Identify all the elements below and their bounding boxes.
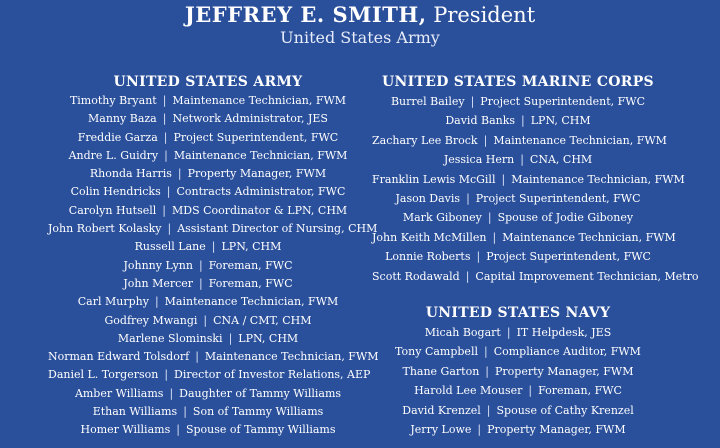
member-row <box>372 189 664 208</box>
member-name: Carl Murphy <box>77 295 149 309</box>
member-row <box>372 267 699 286</box>
member-name: Lonnie Roberts <box>385 250 471 264</box>
separator: | <box>483 345 488 359</box>
separator: | <box>154 295 159 309</box>
member-row <box>48 110 368 128</box>
member-role: Maintenance Technician, FWM <box>173 148 348 162</box>
marines-member-list <box>372 92 699 286</box>
member-row <box>48 183 368 201</box>
member-row <box>48 202 368 220</box>
member-role: Spouse of Tammy Williams <box>185 423 336 437</box>
member-name: Jessica Hern <box>443 153 515 167</box>
member-row <box>372 342 664 361</box>
member-row <box>372 208 664 227</box>
member-row <box>48 421 368 439</box>
separator: | <box>483 133 488 147</box>
separator: | <box>203 313 208 327</box>
separator: | <box>195 350 199 364</box>
member-role: LPN, CHM <box>238 331 299 345</box>
member-name: Freddie Garza <box>77 130 158 144</box>
member-name: Mark Giboney <box>402 211 482 225</box>
member-role: Compliance Auditor, FWM <box>493 345 641 359</box>
member-role: Property Manager, FWM <box>187 167 327 181</box>
separator: | <box>486 403 491 417</box>
separator: | <box>528 384 533 398</box>
member-row <box>48 348 379 366</box>
president-name: JEFFREY E. SMITH, <box>184 2 427 27</box>
member-role: LPN, CHM <box>221 240 282 254</box>
member-name: Daniel L. Torgerson <box>48 368 159 382</box>
member-name: Jerry Lowe <box>410 423 472 437</box>
member-name: Harold Lee Mouser <box>414 384 523 398</box>
member-name: John Mercer <box>123 276 194 290</box>
member-name: Norman Edward Tolsdorf <box>48 350 190 364</box>
member-row <box>48 330 368 348</box>
member-role: Maintenance Technician, FWM <box>164 295 339 309</box>
separator: | <box>177 167 182 181</box>
separator: | <box>176 423 180 437</box>
member-name: Johnny Lynn <box>123 258 193 272</box>
navy-section-title: UNITED STATES NAVY <box>425 305 611 322</box>
separator: | <box>477 423 482 437</box>
member-role: Project Superintendent, FWC <box>173 130 339 144</box>
separator: | <box>492 230 497 244</box>
army-section-title: UNITED STATES ARMY <box>113 74 303 90</box>
member-role: Spouse of Cathy Krenzel <box>496 403 634 417</box>
separator: | <box>520 153 524 167</box>
member-row <box>372 247 664 266</box>
member-row <box>372 362 664 381</box>
president-line <box>0 2 720 28</box>
member-row <box>372 381 664 400</box>
separator: | <box>485 364 490 378</box>
member-name: David Banks <box>445 114 516 128</box>
member-row <box>48 275 368 293</box>
separator: | <box>163 130 168 144</box>
member-role: Contracts Administrator, FWC <box>176 185 346 199</box>
separator: | <box>228 331 233 345</box>
member-role: Property Manager, FWM <box>495 364 634 378</box>
member-role: Director of Investor Relations, AEP <box>174 368 371 382</box>
member-row <box>48 165 368 183</box>
member-name: David Krenzel <box>402 403 481 417</box>
member-role: Son of Tammy Williams <box>192 405 324 419</box>
member-name: Zachary Lee Brock <box>372 133 478 147</box>
member-name: Andre L. Guidry <box>68 148 159 162</box>
president-unit: United States Army <box>280 28 440 47</box>
member-role: Maintenance Technician, FWM <box>204 350 379 364</box>
member-row <box>48 129 368 147</box>
separator: | <box>183 405 187 419</box>
member-row <box>48 147 368 165</box>
member-role: Maintenance Technician, FWM <box>493 133 667 147</box>
member-row <box>372 323 664 342</box>
member-row <box>372 170 685 189</box>
member-row <box>372 92 664 111</box>
member-row <box>48 293 368 311</box>
member-role: Assistant Director of Nursing, CHM <box>177 222 378 236</box>
member-name: Homer Williams <box>80 423 171 437</box>
member-name: Manny Baza <box>88 112 157 126</box>
member-row <box>48 385 368 403</box>
member-role: Spouse of Jodie Giboney <box>497 211 634 225</box>
member-role: Foreman, FWC <box>208 258 293 272</box>
member-name: Rhonda Harris <box>89 167 172 181</box>
member-name: Marlene Slominski <box>117 331 223 345</box>
member-name: Thane Garton <box>402 364 480 378</box>
member-name: Micah Bogart <box>424 326 501 340</box>
member-role: Property Manager, FWM <box>487 423 626 437</box>
navy-member-list <box>372 323 664 439</box>
separator: | <box>470 95 475 108</box>
member-name: Scott Rodawald <box>372 269 460 283</box>
separator: | <box>501 172 506 186</box>
separator: | <box>162 94 167 107</box>
member-row <box>372 420 664 439</box>
member-row <box>48 257 368 275</box>
member-row <box>372 131 667 150</box>
member-row <box>372 111 664 130</box>
member-role: MDS Coordinator & LPN, CHM <box>171 203 348 217</box>
separator: | <box>199 276 203 290</box>
member-role: Project Superintendent, FWC <box>475 192 641 206</box>
member-row <box>372 401 664 420</box>
member-name: Godfrey Mwangi <box>104 313 198 327</box>
separator: | <box>466 192 470 206</box>
member-role: CNA / CMT, CHM <box>213 313 312 327</box>
member-row <box>48 366 371 384</box>
separator: | <box>164 368 169 382</box>
member-row <box>48 220 378 238</box>
member-name: Timothy Bryant <box>69 94 157 107</box>
member-role: Maintenance Technician, FWM <box>502 230 676 244</box>
member-name: Carolyn Hutsell <box>68 203 157 217</box>
member-role: Capital Improvement Technician, Metro <box>475 269 699 283</box>
marines-section-title: UNITED STATES MARINE CORPS <box>382 74 654 90</box>
member-role: Project Superintendent, FWC <box>486 250 651 264</box>
member-name: Colin Hendricks <box>70 185 161 199</box>
member-row <box>48 238 368 256</box>
president-role: President <box>433 3 536 27</box>
member-name: Jason Davis <box>395 192 461 206</box>
member-row <box>372 228 676 247</box>
member-name: John Robert Kolasky <box>48 222 162 236</box>
separator: | <box>166 185 171 199</box>
member-name: Ethan Williams <box>92 405 178 419</box>
member-role: Project Superintendent, FWC <box>480 95 646 108</box>
member-role: Foreman, FWC <box>208 276 293 290</box>
member-name: Russell Lane <box>134 240 206 254</box>
separator: | <box>476 250 481 264</box>
member-role: Daughter of Tammy Williams <box>179 386 342 400</box>
member-role: Maintenance Technician, FWM <box>172 94 347 107</box>
separator: | <box>162 112 167 126</box>
member-role: CNA, CHM <box>529 153 593 167</box>
separator: | <box>521 114 525 128</box>
army-column <box>48 72 379 440</box>
member-name: Burrel Bailey <box>390 95 465 108</box>
separator: | <box>167 222 172 236</box>
separator: | <box>169 386 174 400</box>
army-member-list <box>48 92 379 440</box>
member-role: Network Administrator, JES <box>172 112 328 126</box>
member-name: Tony Campbell <box>395 345 478 359</box>
separator: | <box>506 326 511 340</box>
member-row <box>48 92 368 110</box>
member-role: Foreman, FWC <box>538 384 622 398</box>
member-row <box>48 312 368 330</box>
separator: | <box>164 148 168 162</box>
member-row <box>372 150 664 169</box>
separator: | <box>162 203 166 217</box>
header <box>0 0 720 48</box>
member-role: IT Helpdesk, JES <box>516 326 612 340</box>
member-name: Amber Williams <box>74 386 164 400</box>
right-column <box>372 72 699 440</box>
separator: | <box>211 240 216 254</box>
separator: | <box>487 211 492 225</box>
member-name: John Keith McMillen <box>372 230 487 244</box>
separator: | <box>198 258 203 272</box>
member-role: LPN, CHM <box>530 114 591 128</box>
navy-section <box>372 303 664 439</box>
member-row <box>48 403 368 421</box>
member-role: Maintenance Technician, FWM <box>511 172 685 186</box>
separator: | <box>465 269 470 283</box>
member-name: Franklin Lewis McGill <box>372 172 496 186</box>
